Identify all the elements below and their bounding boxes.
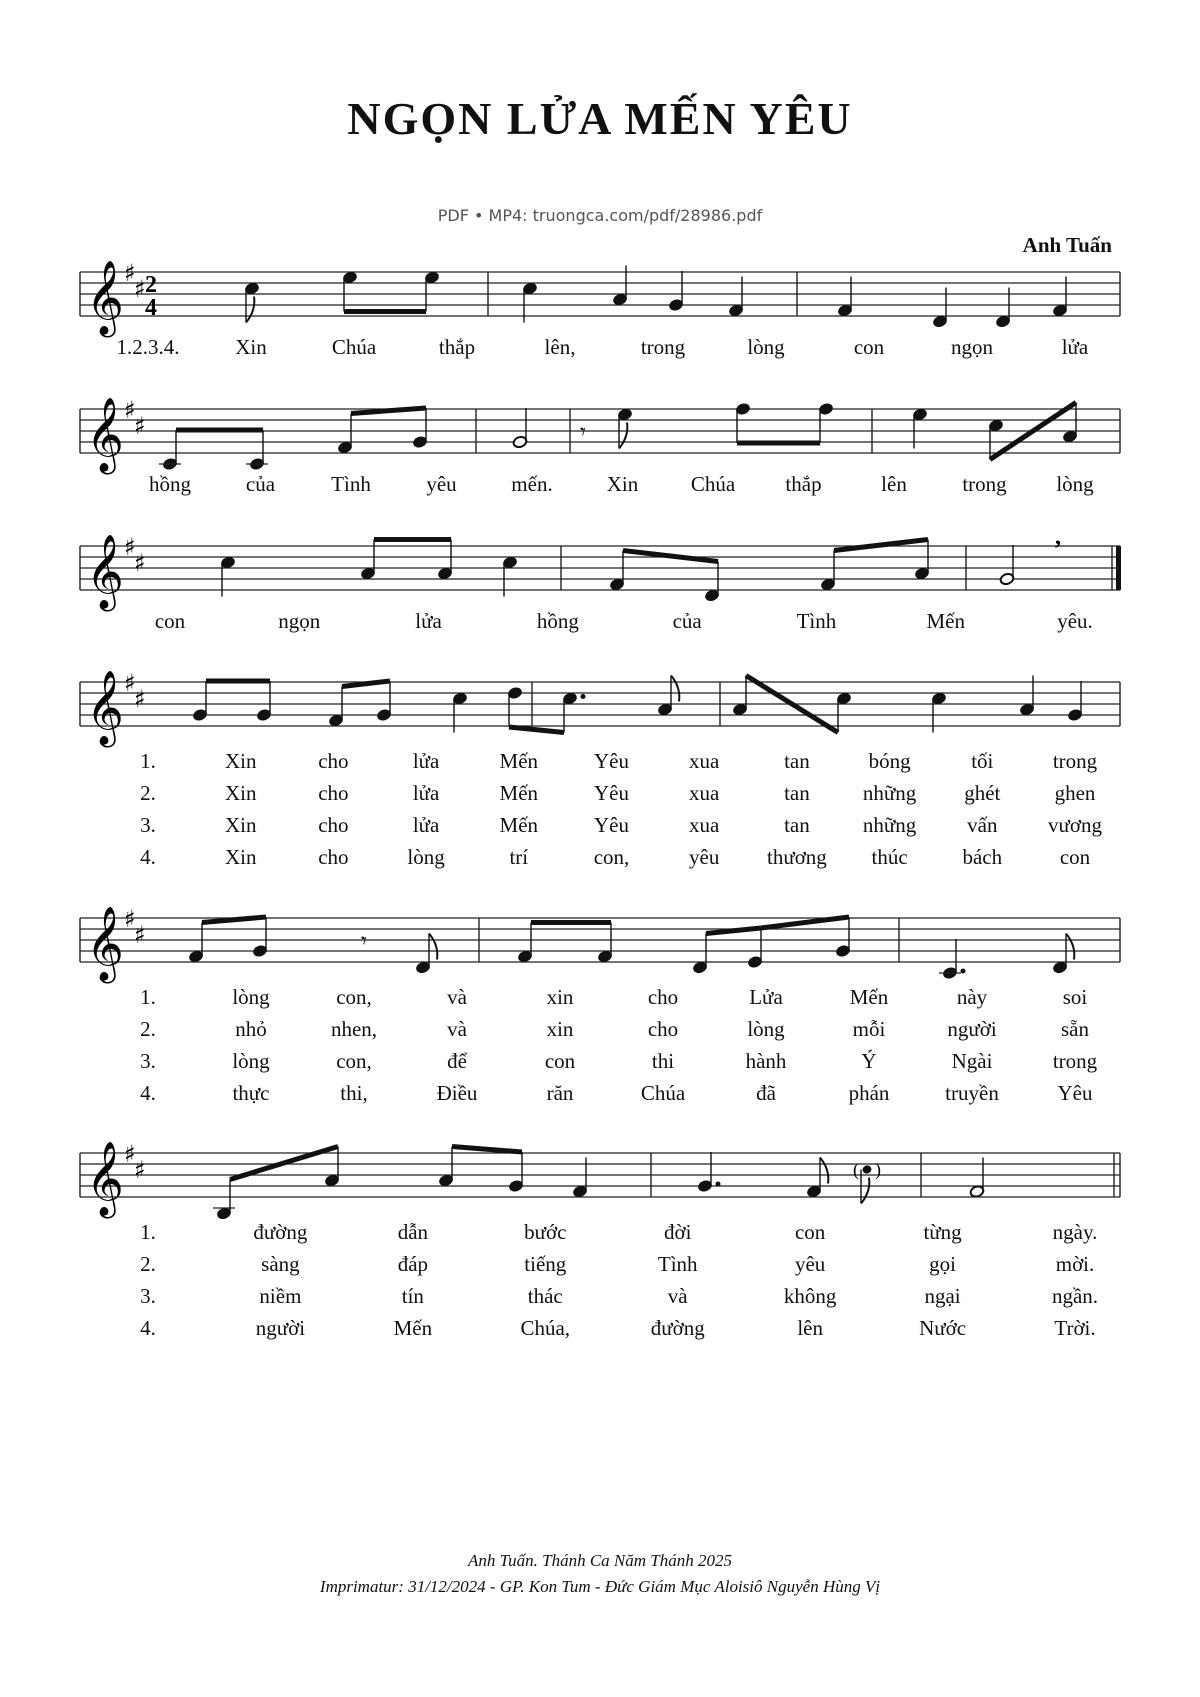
lyric-syllable: này (956, 985, 988, 1009)
note-flag (861, 1178, 869, 1204)
lyric-syllable: 4. (140, 1316, 156, 1340)
lyric-syllable: Mến (393, 1316, 433, 1340)
staff-system (80, 259, 1120, 359)
treble-clef-icon: 𝄞 (86, 535, 124, 609)
lyric-syllable: con (853, 335, 885, 359)
lyric-syllable: mỗi (852, 1017, 886, 1041)
note-flag (246, 297, 254, 323)
lyric-syllable: yêu (426, 472, 457, 496)
lyric-syllable: Ngài (951, 1049, 993, 1073)
lyric-syllable: trong (1052, 749, 1098, 773)
lyric-syllable: niềm (259, 1284, 302, 1308)
lyric-syllable: đời (663, 1220, 692, 1244)
lyric-syllable: tan (784, 813, 810, 837)
lyric-syllable: xua (689, 749, 720, 773)
lyric-syllable: trong (640, 335, 686, 359)
staff-system (80, 396, 1120, 496)
lyric-syllable: Mến (499, 749, 539, 773)
staff-system (80, 905, 1120, 1105)
note-beam (623, 551, 718, 562)
lyric-syllable: yêu. (1057, 609, 1093, 633)
lyric-syllable: đã (756, 1081, 776, 1105)
sharp-icon: ♯ (124, 533, 136, 561)
lyric-syllable: không (783, 1284, 837, 1308)
lyric-syllable: tín (401, 1284, 424, 1308)
sharp-icon: ♯ (134, 921, 146, 949)
lyric-syllable: tiếng (524, 1252, 567, 1276)
sharp-icon: ♯ (124, 1140, 136, 1168)
lyric-syllable: 1. (140, 1220, 156, 1244)
lyric-syllable: những (862, 813, 917, 837)
lyric-syllable: trong (1052, 1049, 1098, 1073)
lyric-syllable: cho (647, 985, 679, 1009)
note-head (862, 1165, 872, 1174)
lyric-syllable: ghen (1054, 781, 1096, 805)
lyric-syllable: bách (962, 845, 1003, 869)
note-beam (509, 727, 564, 733)
lyric-syllable: ngọn (951, 335, 993, 359)
lyric-syllable: Chúa (331, 335, 377, 359)
lyric-syllable: Chúa (640, 1081, 686, 1105)
lyric-syllable: Điều (436, 1081, 478, 1105)
lyric-syllable: 4. (140, 1081, 156, 1105)
treble-clef-icon: 𝄞 (86, 907, 124, 981)
lyric-syllable: vương (1048, 813, 1102, 837)
lyric-syllable: ngần. (1051, 1284, 1099, 1308)
sharp-icon: ♯ (134, 549, 146, 577)
lyric-syllable: cho (647, 1017, 679, 1041)
sharp-icon: ♯ (124, 669, 136, 697)
sharp-icon: ♯ (124, 905, 136, 933)
lyric-syllable: yêu (689, 845, 720, 869)
lyric-syllable: người (255, 1316, 306, 1340)
lyric-syllable: 1. (140, 749, 156, 773)
lyric-syllable: đường (650, 1316, 705, 1340)
lyric-syllable: răn (546, 1081, 574, 1105)
treble-clef-icon: 𝄞 (86, 1142, 124, 1216)
lyric-syllable: con (154, 609, 186, 633)
lyric-syllable: Xin (224, 781, 257, 805)
lyric-syllable: vấn (967, 813, 998, 837)
lyric-syllable: Xin (235, 335, 267, 359)
composer: Anh Tuấn (1022, 233, 1112, 257)
augmentation-dot (581, 694, 586, 699)
lyric-syllable: Trời. (1054, 1316, 1096, 1340)
lyric-syllable: con (544, 1049, 576, 1073)
lyric-syllable: Tình (657, 1252, 698, 1276)
lyric-syllable: con (794, 1220, 826, 1244)
lyric-syllable: hồng (149, 472, 191, 496)
lyric-syllable: và (667, 1284, 688, 1308)
lyric-syllable: yêu (794, 1252, 826, 1276)
lyric-syllable: để (447, 1049, 467, 1073)
lyric-syllable: những (862, 781, 917, 805)
lyric-syllable: xin (546, 1017, 574, 1041)
note-flag (1066, 934, 1074, 960)
lyric-syllable: Xin (224, 813, 257, 837)
lyric-syllable: lên (881, 472, 907, 496)
lyric-syllable: và (447, 1017, 467, 1041)
lyric-syllable: xua (689, 813, 720, 837)
treble-clef-icon: 𝄞 (86, 398, 124, 472)
note-flag (619, 423, 627, 449)
lyric-syllable: lòng (747, 1017, 785, 1041)
note-flag (820, 1158, 828, 1184)
lyric-syllable: Xin (224, 749, 257, 773)
lyric-syllable: ngại (924, 1284, 961, 1308)
lyric-syllable: trong (962, 472, 1007, 496)
lyric-syllable: con (1059, 845, 1091, 869)
lyric-syllable: Tình (796, 609, 837, 633)
lyric-syllable: 2. (140, 781, 156, 805)
lyric-syllable: 3. (140, 1049, 156, 1073)
note-beam (452, 1147, 522, 1153)
lyric-syllable: gọi (929, 1252, 956, 1276)
lyric-syllable: sẵn (1061, 1017, 1089, 1041)
lyric-syllable: lửa (412, 749, 440, 773)
note-flag (671, 676, 679, 702)
lyric-syllable: Mến (849, 985, 889, 1009)
lyric-syllable: lửa (1061, 335, 1089, 359)
lyric-syllable: 3. (140, 1284, 156, 1308)
lyric-syllable: nhen, (330, 1017, 378, 1041)
lyric-syllable: phán (848, 1081, 890, 1105)
lyric-syllable: bước (524, 1220, 567, 1244)
lyric-syllable: cho (318, 845, 349, 869)
lyric-syllable: con, (593, 845, 630, 869)
lyric-syllable: dẫn (397, 1220, 429, 1244)
parenthesis: ) (875, 1159, 881, 1180)
lyric-syllable: ngọn (278, 609, 321, 633)
lyric-syllable: thúc (871, 845, 908, 869)
lyric-syllable: của (245, 472, 276, 496)
staff-system (80, 1140, 1120, 1340)
lyric-syllable: soi (1062, 985, 1088, 1009)
treble-clef-icon: 𝄞 (86, 671, 124, 745)
lyric-syllable: nhỏ (235, 1017, 267, 1041)
footer-credit: Anh Tuấn. Thánh Ca Năm Thánh 2025 (467, 1551, 732, 1570)
sharp-icon: ♯ (134, 685, 146, 713)
lyric-syllable: 1.2.3.4. (116, 335, 180, 359)
lyric-syllable: ghét (964, 781, 1001, 805)
lyric-syllable: và (447, 985, 467, 1009)
lyric-syllable: truyền (945, 1081, 999, 1105)
lyric-syllable: con, (336, 985, 372, 1009)
lyric-syllable: của (672, 609, 702, 633)
lyric-syllable: bóng (868, 749, 911, 773)
lyric-syllable: lòng (407, 845, 445, 869)
lyric-syllable: thương (766, 845, 827, 869)
sharp-icon: ♯ (124, 259, 136, 287)
lyric-syllable: lửa (412, 781, 440, 805)
lyric-syllable: Mến (499, 781, 539, 805)
lyric-syllable: hành (745, 1049, 787, 1073)
note-flag (429, 934, 437, 960)
lyric-syllable: Chúa (690, 472, 736, 496)
lyric-syllable: ngày. (1052, 1220, 1098, 1244)
lyric-syllable: thực (232, 1081, 270, 1105)
lyric-syllable: Yêu (594, 813, 629, 837)
sharp-icon: ♯ (134, 412, 146, 440)
note-beam (761, 917, 849, 928)
lyric-syllable: Mến (926, 609, 965, 633)
lyric-syllable: lên, (544, 335, 576, 359)
lyric-syllable: Xin (224, 845, 257, 869)
lyric-syllable: cho (318, 749, 349, 773)
staff-system (80, 524, 1121, 633)
staff-system (80, 669, 1120, 869)
eighth-rest: 𝄾 (361, 929, 367, 954)
lyric-syllable: lửa (415, 609, 442, 633)
footer-imprimatur: Imprimatur: 31/12/2024 - GP. Kon Tum - Đức Giám Mục Aloisiô Nguyễn Hùng Vị (319, 1577, 881, 1596)
lyric-syllable: người (947, 1017, 997, 1041)
lyric-syllable: đường (253, 1220, 308, 1244)
lyric-syllable: từng (923, 1220, 962, 1244)
treble-clef-icon: 𝄞 (86, 261, 124, 335)
sharp-icon: ♯ (134, 1156, 146, 1184)
lyric-syllable: 2. (140, 1017, 156, 1041)
time-signature: 4 (145, 295, 157, 321)
lyric-syllable: đáp (397, 1252, 429, 1276)
lyric-syllable: thi, (340, 1081, 368, 1105)
lyric-syllable: lòng (232, 985, 270, 1009)
lyric-syllable: con, (336, 1049, 372, 1073)
lyric-syllable: lên (797, 1316, 823, 1340)
lyric-syllable: Tình (331, 472, 371, 496)
final-barline (1116, 546, 1121, 590)
lyric-syllable: trí (509, 845, 529, 869)
lyric-syllable: tan (784, 749, 810, 773)
lyric-syllable: Mến (499, 813, 539, 837)
lyric-syllable: Lửa (749, 985, 783, 1009)
note-beam (834, 540, 928, 551)
breath-mark: , (1055, 524, 1061, 550)
lyric-syllable: thắp (785, 472, 822, 496)
lyric-syllable: thác (527, 1284, 563, 1308)
lyric-syllable: Nước (919, 1316, 967, 1340)
time-signature: 2 (145, 272, 157, 298)
lyric-syllable: thắp (438, 335, 476, 359)
lyric-syllable: Ý (861, 1049, 877, 1073)
lyric-syllable: lòng (232, 1049, 270, 1073)
lyric-syllable: lòng (1056, 472, 1094, 496)
sharp-icon: ♯ (134, 275, 146, 303)
lyric-syllable: cho (318, 813, 349, 837)
lyric-syllable: xin (546, 985, 574, 1009)
lyric-syllable: thi (651, 1049, 675, 1073)
source-link[interactable]: PDF • MP4: truongca.com/pdf/28986.pdf (437, 206, 763, 225)
lyric-syllable: lòng (747, 335, 785, 359)
lyric-syllable: tan (784, 781, 810, 805)
lyric-syllable: sàng (261, 1252, 300, 1276)
lyric-syllable: tối (971, 749, 994, 773)
lyric-syllable: mến. (511, 472, 553, 496)
augmentation-dot (716, 1182, 721, 1187)
lyric-syllable: lửa (412, 813, 440, 837)
lyric-syllable: Xin (606, 472, 639, 496)
lyric-syllable: 1. (140, 985, 156, 1009)
lyric-syllable: 3. (140, 813, 156, 837)
lyric-syllable: Yêu (1057, 1081, 1093, 1105)
augmentation-dot (961, 969, 966, 974)
lyric-syllable: mời. (1055, 1252, 1095, 1276)
sharp-icon: ♯ (124, 396, 136, 424)
lyric-syllable: Chúa, (520, 1316, 571, 1340)
lyric-syllable: 4. (140, 845, 156, 869)
lyric-syllable: Yêu (594, 781, 629, 805)
lyric-syllable: hồng (536, 609, 579, 633)
song-title: NGỌN LỬA MẾN YÊU (347, 93, 853, 144)
eighth-rest: 𝄾 (580, 420, 586, 445)
lyric-syllable: Yêu (594, 749, 629, 773)
lyric-syllable: xua (689, 781, 720, 805)
parenthesis: ( (853, 1159, 859, 1180)
lyric-syllable: 2. (140, 1252, 156, 1276)
lyric-syllable: cho (318, 781, 349, 805)
